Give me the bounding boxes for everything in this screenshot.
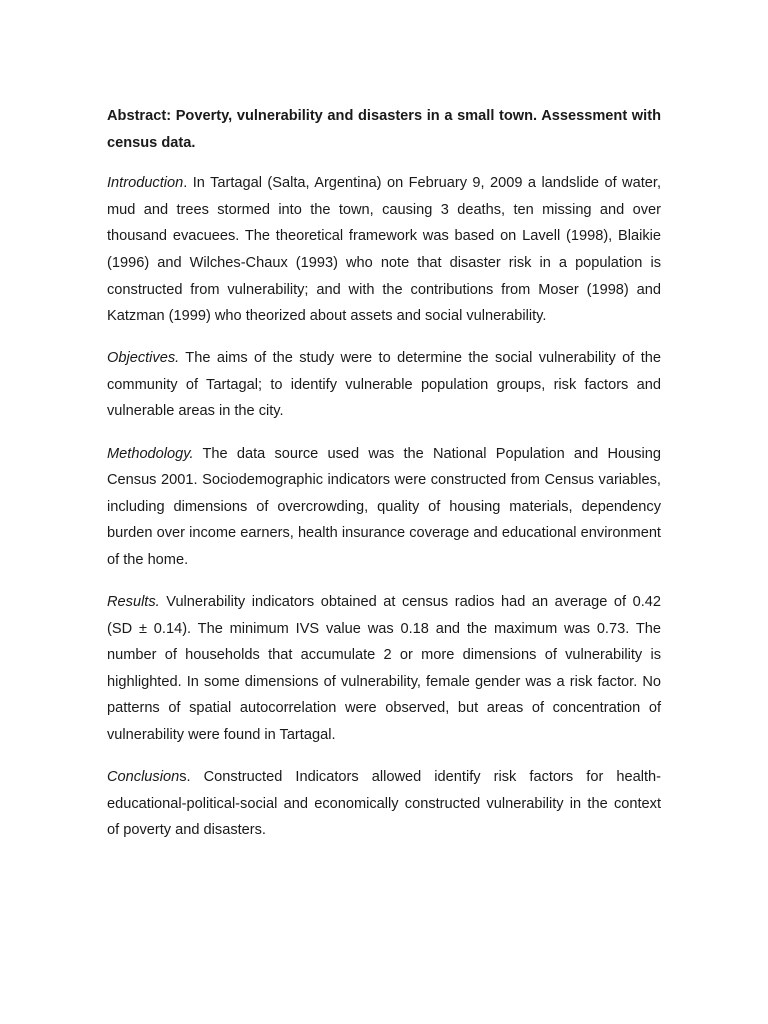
abstract-title: Abstract: Poverty, vulnerability and disasters in a small town. Assessment with census data. [107, 108, 661, 151]
section-objectives [107, 345, 661, 425]
section-heading-objectives: Objectives. [107, 350, 180, 367]
section-body-conclusions: Constructed Indicators allowed identify risk factors for health-educational-political-social and economically constructed vulnerability in the context of poverty and disasters. [107, 769, 661, 839]
section-body-results: Vulnerability indicators obtained at census radios had an average of 0.42 (SD ± 0.14). The minimum IVS value was 0.18 and the maximum was 0.73. The number of households that accumulate 2 or more dimensions of vulnerability is highlighted. In some dimensions of vulnerability, female gender was a risk factor. No patterns of spatial autocorrelation were observed, but areas of concentration of vulnerability were found in Tartagal. [107, 594, 661, 743]
section-results [107, 589, 661, 749]
section-heading-suffix: s. [179, 769, 191, 786]
section-heading-methodology: Methodology. [107, 445, 194, 462]
section-body-introduction: In Tartagal (Salta, Argentina) on February 9, 2009 a landslide of water, mud and trees stormed into the town, causing 3 deaths, ten missing and over thousand evacuees. The theoretical framework was based on Lavell (1998), Blaikie (1996) and Wilches-Chaux (1993) who note that disaster risk in a population is constructed from vulnerability; and with the contributions from Moser (1998) and Katzman (1999) who theorized about assets and social vulnerability. [107, 175, 661, 325]
section-conclusions [107, 764, 661, 844]
section-body-objectives: The aims of the study were to determine the social vulnerability of the community of Tartagal; to identify vulnerable population groups, risk factors and vulnerable areas in the city. [107, 350, 661, 420]
section-heading-results: Results. [107, 594, 160, 610]
section-methodology [107, 441, 661, 574]
section-heading-introduction: Introduction [107, 175, 184, 192]
section-introduction [107, 170, 661, 330]
document-page [107, 103, 661, 859]
section-heading-conclusions: Conclusion [107, 769, 180, 786]
section-body-methodology: The data source used was the National Population and Housing Census 2001. Sociodemographic indicators were constructed from Census variables, including dimensions of overcrowding, quality of housing materials, dependency burden over income earners, health insurance coverage and educational environment of the home. [107, 445, 661, 568]
section-heading-suffix: . [183, 175, 188, 192]
